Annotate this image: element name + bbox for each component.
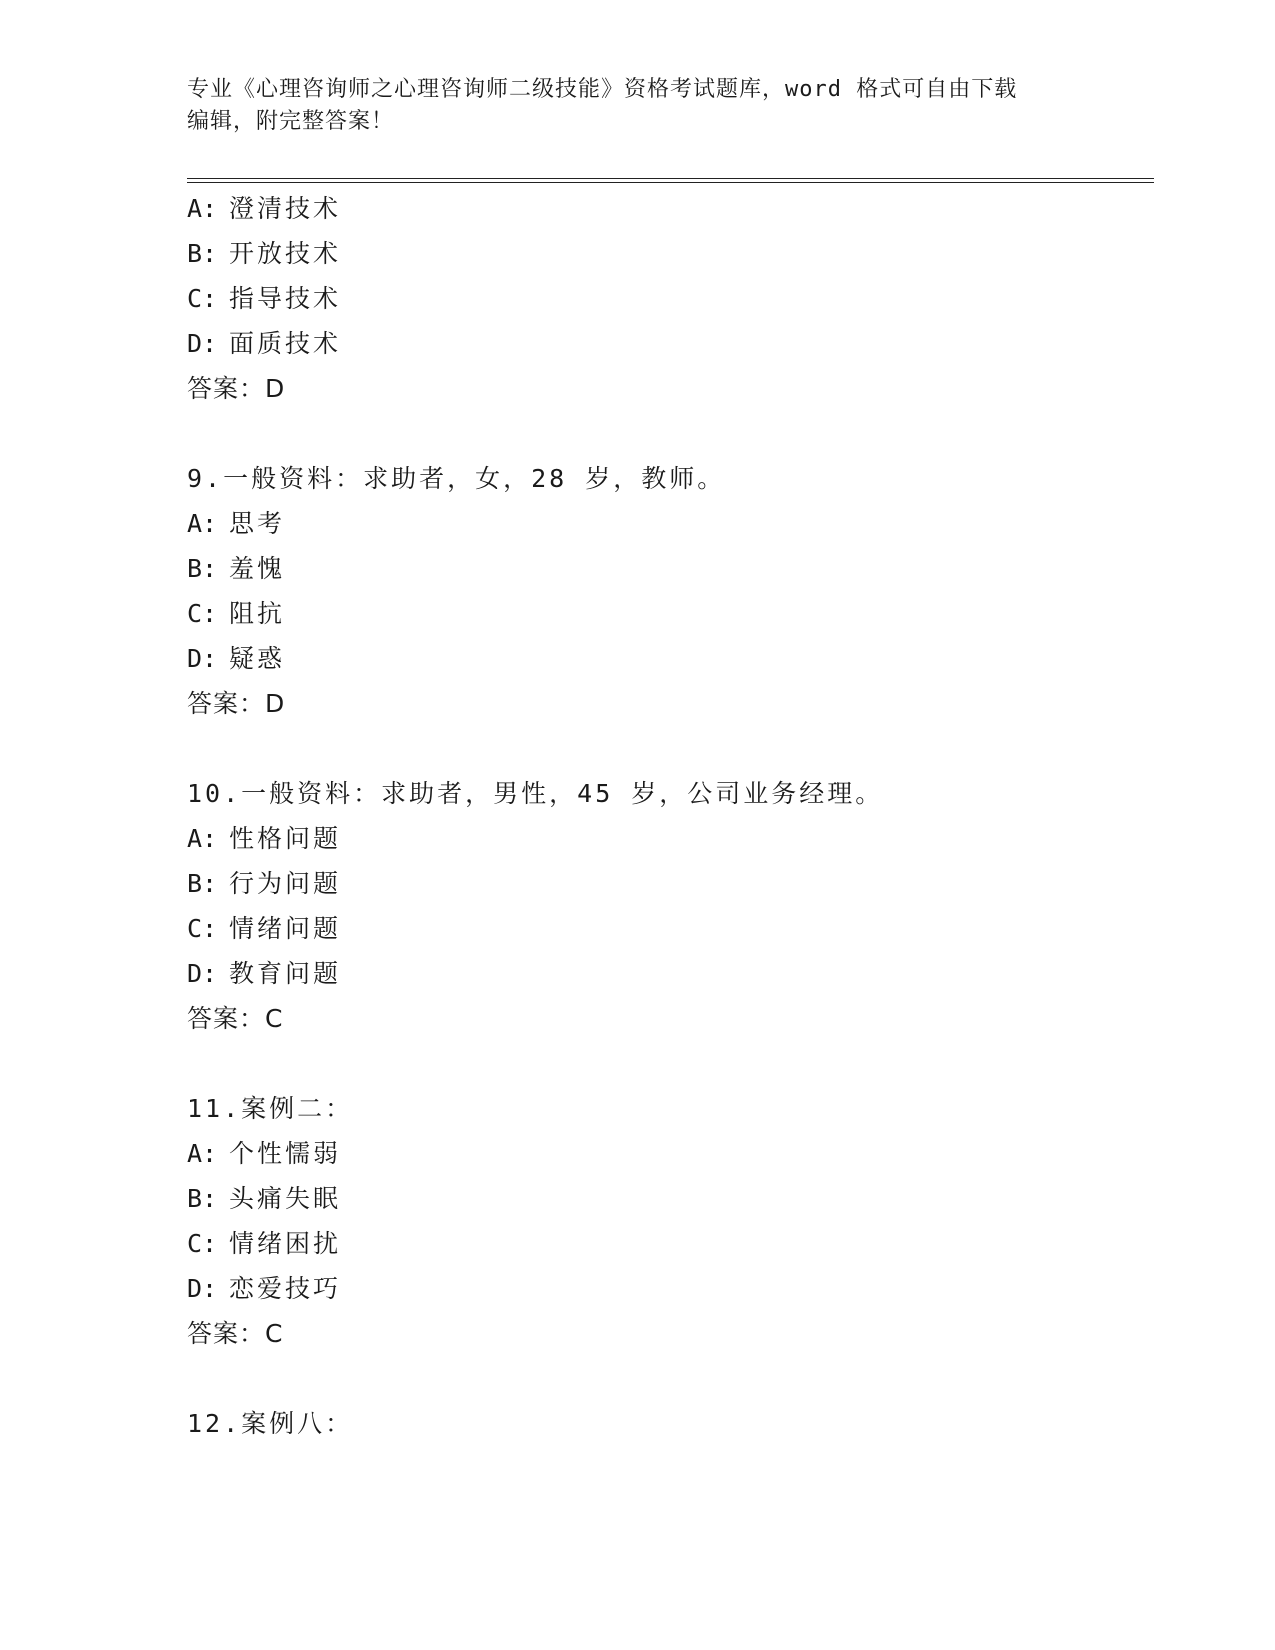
header-divider-bottom bbox=[187, 182, 1154, 183]
q10-option-c bbox=[187, 912, 341, 946]
header-divider-top bbox=[187, 178, 1154, 179]
option-text: 疑惑 bbox=[229, 644, 286, 673]
option-text: 阻抗 bbox=[229, 599, 286, 628]
option-text: 澄清技术 bbox=[229, 194, 342, 223]
q11-option-a bbox=[187, 1137, 341, 1171]
q10-option-d bbox=[187, 957, 341, 991]
option-letter: B: bbox=[187, 1184, 218, 1213]
option-text: 性格问题 bbox=[229, 824, 342, 853]
option-text: 情绪困扰 bbox=[229, 1229, 342, 1258]
q9-option-b bbox=[187, 552, 285, 586]
q9-stem: 9.一般资料：求助者，女，28 岁，教师。 bbox=[187, 464, 726, 493]
option-letter: A: bbox=[187, 1139, 218, 1168]
option-letter: C: bbox=[187, 1229, 218, 1258]
option-text: 面质技术 bbox=[229, 329, 342, 358]
q11-answer: 答案：C bbox=[187, 1319, 284, 1348]
option-text: 恋爱技巧 bbox=[229, 1274, 342, 1303]
option-letter: C: bbox=[187, 599, 218, 628]
option-text: 开放技术 bbox=[229, 239, 342, 268]
option-letter: A: bbox=[187, 194, 218, 223]
document-header bbox=[187, 74, 1067, 138]
option-text: 头痛失眠 bbox=[229, 1184, 342, 1213]
option-text: 羞愧 bbox=[229, 554, 286, 583]
q9-option-a bbox=[187, 507, 285, 541]
q9-answer: 答案：D bbox=[187, 689, 286, 718]
q8-option-c bbox=[187, 282, 341, 316]
header-line-2: 编辑，附完整答案！ bbox=[187, 109, 395, 134]
option-text: 教育问题 bbox=[229, 959, 342, 988]
q11-option-c bbox=[187, 1227, 341, 1261]
q10-answer: 答案：C bbox=[187, 1004, 284, 1033]
q11-option-b bbox=[187, 1182, 341, 1216]
q11-option-d bbox=[187, 1272, 341, 1306]
option-text: 个性懦弱 bbox=[229, 1139, 342, 1168]
q8-answer: 答案：D bbox=[187, 374, 286, 403]
option-letter: B: bbox=[187, 869, 218, 898]
q8-option-a bbox=[187, 192, 341, 226]
q9-option-d bbox=[187, 642, 285, 676]
option-text: 指导技术 bbox=[229, 284, 342, 313]
option-letter: A: bbox=[187, 509, 218, 538]
option-letter: D: bbox=[187, 1274, 218, 1303]
option-text: 思考 bbox=[229, 509, 286, 538]
q11-stem: 11.案例二： bbox=[187, 1094, 354, 1123]
option-letter: C: bbox=[187, 914, 218, 943]
option-letter: D: bbox=[187, 644, 218, 673]
q8-option-d bbox=[187, 327, 341, 361]
q8-option-b bbox=[187, 237, 341, 271]
q10-stem: 10.一般资料：求助者，男性，45 岁，公司业务经理。 bbox=[187, 779, 884, 808]
option-text: 行为问题 bbox=[229, 869, 342, 898]
header-line-1: 专业《心理咨询师之心理咨询师二级技能》资格考试题库，word 格式可自由下载 bbox=[187, 77, 1018, 102]
option-letter: D: bbox=[187, 959, 218, 988]
option-text: 情绪问题 bbox=[229, 914, 342, 943]
q10-option-a bbox=[187, 822, 341, 856]
q10-option-b bbox=[187, 867, 341, 901]
option-letter: C: bbox=[187, 284, 218, 313]
option-letter: B: bbox=[187, 554, 218, 583]
option-letter: D: bbox=[187, 329, 218, 358]
q9-option-c bbox=[187, 597, 285, 631]
q12-stem: 12.案例八： bbox=[187, 1409, 354, 1438]
option-letter: A: bbox=[187, 824, 218, 853]
option-letter: B: bbox=[187, 239, 218, 268]
